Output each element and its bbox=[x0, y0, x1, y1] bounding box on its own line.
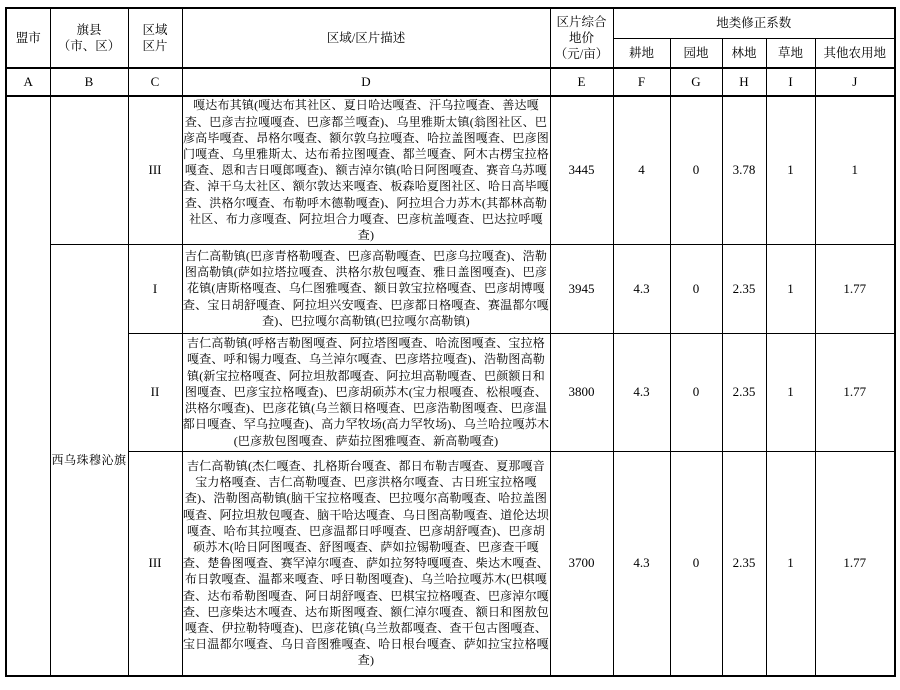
col-header-zone bbox=[128, 8, 182, 68]
grassland-coef-cell: 1 bbox=[766, 451, 815, 676]
farmland-coef-cell: 4.3 bbox=[613, 244, 670, 333]
other-coef-cell: 1 bbox=[815, 96, 895, 244]
table-row bbox=[6, 451, 895, 676]
forest-coef-cell: 2.35 bbox=[722, 451, 766, 676]
price-cell: 3945 bbox=[550, 244, 613, 333]
col-header-other: 其他农用地 bbox=[815, 38, 895, 68]
desc-cell: 吉仁高勒镇(杰仁嘎查、扎格斯台嘎查、都日布勒吉嘎查、夏那嘎音宝力格嘎查、吉仁高勒嘎查、巴彦洪格尔嘎查、古日班宝拉格嘎查)、浩勒图高勒镇(脑干宝拉格嘎查、巴拉嘎尔高勒嘎查、哈拉盖图嘎查、阿拉坦敖包嘎查、脑干哈达嘎查、乌日图高勒嘎查、道伦达坝嘎查、哈布其拉嘎查、巴彦温都日呼嘎查、巴彦胡舒嘎查)、巴彦胡硕苏木(哈日阿图嘎查、舒图嘎查、萨如拉锡勒嘎查、巴彦查干嘎查、楚鲁图嘎查、赛罕淖尔嘎查、萨如拉努特嘎嘎查、柴达木嘎查、布日敦嘎查、温都来嘎查、呼日勒图嘎查)、乌兰哈拉嘎苏木(巴棋嘎查、达布希勒图嘎查、阿日胡舒嘎查、巴棋宝拉格嘎查、巴彦淖尔嘎查、巴彦柴达木嘎查、达布斯图嘎查、额仁淖尔嘎查、额日和图敖包嘎查、伊拉勒特嘎查)、巴彦花镇(乌兰敖都嘎查、查干包古图嘎查、宝日温都尔嘎查、乌日音图雅嘎查、哈日根台嘎查、萨如拉宝拉格嘎查) bbox=[182, 451, 550, 676]
zone-cell: III bbox=[128, 96, 182, 244]
orchard-coef-cell: 0 bbox=[670, 96, 722, 244]
grassland-coef-cell: 1 bbox=[766, 96, 815, 244]
price-cell: 3700 bbox=[550, 451, 613, 676]
farmland-coef-cell: 4.3 bbox=[613, 451, 670, 676]
price-cell: 3445 bbox=[550, 96, 613, 244]
letter-c: C bbox=[128, 68, 182, 96]
letter-j: J bbox=[815, 68, 895, 96]
table-row bbox=[6, 96, 895, 244]
grassland-coef-cell: 1 bbox=[766, 333, 815, 451]
orchard-coef-cell: 0 bbox=[670, 451, 722, 676]
price-line1: 区片综合 bbox=[556, 15, 607, 29]
desc-cell: 吉仁高勒镇(巴彦青格勒嘎查、巴彦高勒嘎查、巴彦乌拉嘎查)、浩勒图高勒镇(萨如拉塔拉嘎查、洪格尔敖包嘎查、雅日盖图嘎查)、巴彦花镇(唐斯格嘎查、乌仁图雅嘎查、额日敦宝拉格嘎查、巴彦胡博嘎查、宝日胡舒嘎查、阿拉坦兴安嘎查、巴彦都日格嘎查、赛温都尔嘎查)、巴拉嘎尔高勒镇(巴拉嘎尔高勒镇) bbox=[182, 244, 550, 333]
table-row bbox=[6, 333, 895, 451]
col-header-coef-group: 地类修正系数 bbox=[613, 8, 895, 38]
price-line3: （元/亩） bbox=[554, 47, 609, 61]
county-cell-blank bbox=[50, 96, 128, 244]
farmland-coef-cell: 4.3 bbox=[613, 333, 670, 451]
forest-coef-cell: 3.78 bbox=[722, 96, 766, 244]
table-row bbox=[6, 244, 895, 333]
col-header-grassland: 草地 bbox=[766, 38, 815, 68]
mengshi-cell bbox=[6, 96, 50, 676]
other-coef-cell: 1.77 bbox=[815, 244, 895, 333]
desc-cell: 嘎达布其镇(嘎达布其社区、夏日哈达嘎查、汗乌拉嘎查、善达嘎查、巴彦吉拉嘎嘎查、巴彦都兰嘎查)、乌里雅斯太镇(翁图社区、巴彦高毕嘎查、昂格尔嘎查、额尔敦乌拉嘎查、哈拉盖图嘎查、巴彦图门嘎查、乌里雅斯太、达布希拉图嘎查、都兰嘎查、阿木古楞宝拉格嘎查、恩和吉日嘎郎嘎查)、额吉淖尔镇(哈日阿图嘎查、赛音乌苏嘎查、淖干乌太社区、额尔敦达来嘎查、板森哈夏图社区、哈日高毕嘎查、洪格尔嘎查、布勒呼木德勒嘎查)、阿拉坦合力苏木(其都林高勒社区、布力彦嘎查、阿拉坦合力嘎查、巴彦杭盖嘎查、巴达拉呼嘎查) bbox=[182, 96, 550, 244]
zone-cell: I bbox=[128, 244, 182, 333]
zone-cell: III bbox=[128, 451, 182, 676]
other-coef-cell: 1.77 bbox=[815, 451, 895, 676]
qixian-line1: 旗县 bbox=[76, 23, 102, 37]
desc-cell: 吉仁高勒镇(呼格吉勒图嘎查、阿拉塔图嘎查、哈流图嘎查、宝拉格嘎查、呼和锡力嘎查、乌兰淖尔嘎查、巴彦塔拉嘎查)、浩勒图高勒镇(新宝拉格嘎查、阿拉坦敖都嘎查、阿拉坦高勒嘎查、巴颜额日和图嘎查、巴彦宝拉格嘎查)、巴彦胡硕苏木(宝力根嘎查、松根嘎查、洪格尔嘎查)、巴彦花镇(乌兰额日格嘎查、巴彦浩勒图嘎查、巴彦温都日嘎查、罕乌拉嘎查)、高力罕牧场(高力罕牧场)、乌兰哈拉嘎苏木(巴彦敖包图嘎查、萨茹拉图雅嘎查、新高勒嘎查) bbox=[182, 333, 550, 451]
letter-i: I bbox=[766, 68, 815, 96]
orchard-coef-cell: 0 bbox=[670, 333, 722, 451]
zone-line1: 区域 bbox=[142, 23, 168, 37]
forest-coef-cell: 2.35 bbox=[722, 244, 766, 333]
header-row-1 bbox=[6, 8, 895, 38]
price-line2: 地价 bbox=[568, 31, 594, 45]
letter-b: B bbox=[50, 68, 128, 96]
zone-line2: 区片 bbox=[142, 39, 168, 53]
col-header-orchard: 园地 bbox=[670, 38, 722, 68]
zone-cell: II bbox=[128, 333, 182, 451]
letter-h: H bbox=[722, 68, 766, 96]
col-header-description: 区域/区片描述 bbox=[182, 8, 550, 68]
land-price-table bbox=[5, 7, 896, 677]
other-coef-cell: 1.77 bbox=[815, 333, 895, 451]
letter-e: E bbox=[550, 68, 613, 96]
column-letter-row bbox=[6, 68, 895, 96]
price-cell: 3800 bbox=[550, 333, 613, 451]
farmland-coef-cell: 4 bbox=[613, 96, 670, 244]
letter-d: D bbox=[182, 68, 550, 96]
letter-f: F bbox=[613, 68, 670, 96]
letter-g: G bbox=[670, 68, 722, 96]
orchard-coef-cell: 0 bbox=[670, 244, 722, 333]
qixian-line2: （市、区） bbox=[57, 39, 121, 53]
forest-coef-cell: 2.35 bbox=[722, 333, 766, 451]
col-header-qixian bbox=[50, 8, 128, 68]
letter-a: A bbox=[6, 68, 50, 96]
county-cell: 西乌珠穆沁旗 bbox=[50, 244, 128, 676]
grassland-coef-cell: 1 bbox=[766, 244, 815, 333]
col-header-mengshi: 盟市 bbox=[6, 8, 50, 68]
col-header-price bbox=[550, 8, 613, 68]
col-header-farmland: 耕地 bbox=[613, 38, 670, 68]
col-header-forest: 林地 bbox=[722, 38, 766, 68]
